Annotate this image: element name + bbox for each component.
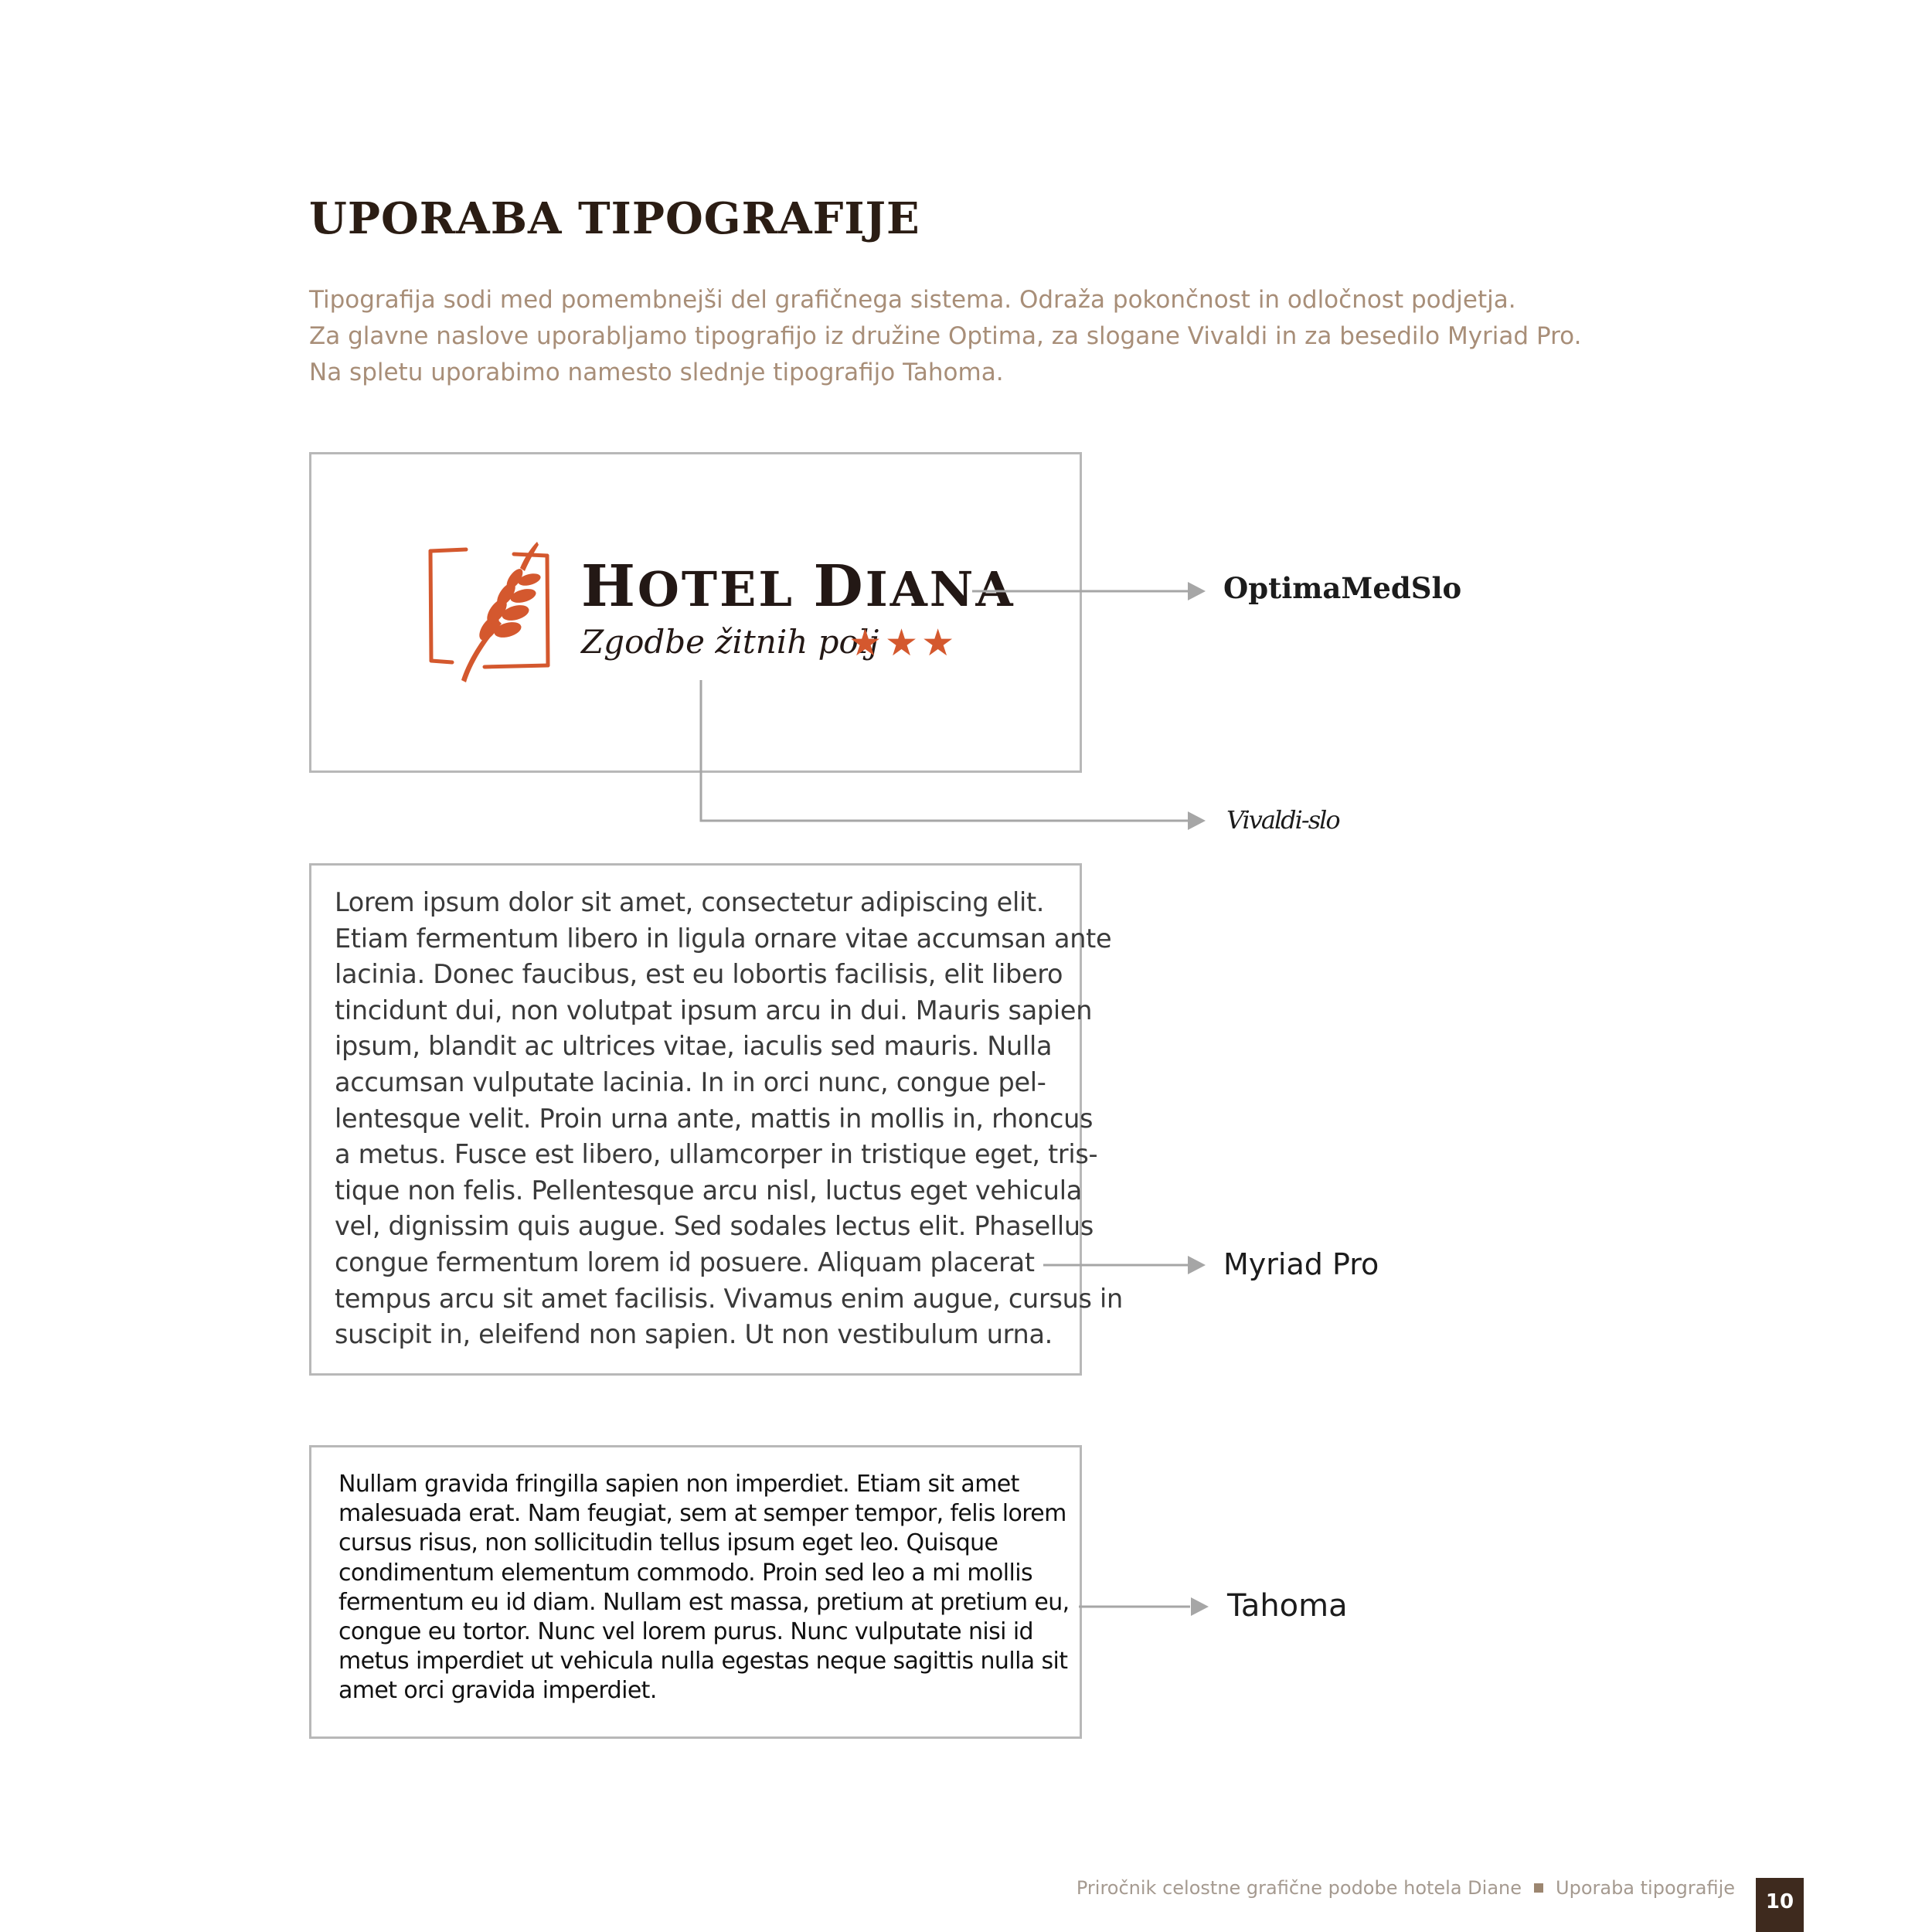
footer-separator-icon — [1534, 1883, 1543, 1893]
intro-line: Na spletu uporabimo namesto slednje tipografijo Tahoma. — [309, 359, 1004, 386]
arrow-right-icon — [1191, 1597, 1209, 1616]
sample-line: ipsum, blandit ac ultrices vitae, iaculis sed mauris. Nulla — [335, 1031, 1053, 1062]
hotel-name-initial: D — [813, 553, 866, 620]
sample-line: condimentum elementum commodo. Proin sed leo a mi mollis — [338, 1559, 1032, 1587]
hotel-name-initial: H — [581, 553, 638, 620]
intro-line: Tipografija sodi med pomembnejši del grafičnega sistema. Odraža pokončnost in odločnost podjetja. — [309, 286, 1516, 314]
hotel-name-part: OTEL — [637, 561, 814, 617]
arrow-right-icon — [1188, 1256, 1206, 1274]
sample-line: accumsan vulputate lacinia. In in orci nunc, congue pel- — [335, 1066, 1046, 1097]
font-label-tahoma: Tahoma — [1227, 1588, 1348, 1624]
intro-paragraph — [309, 282, 1623, 391]
sample-line: congue fermentum lorem id posuere. Aliquam placerat — [335, 1247, 1035, 1277]
page-title: UPORABA TIPOGRAFIJE — [309, 193, 920, 244]
sample-line: Lorem ipsum dolor sit amet, consectetur adipiscing elit. — [335, 887, 1045, 917]
tahoma-sample-text — [338, 1470, 1080, 1706]
font-label-myriad: Myriad Pro — [1223, 1247, 1379, 1281]
page-footer — [1077, 1879, 1735, 1897]
sample-line: vel, dignissim quis augue. Sed sodales lectus elit. Phasellus — [335, 1211, 1094, 1242]
sample-line: Etiam fermentum libero in ligula ornare vitae accumsan ante — [335, 923, 1112, 954]
footer-section: Uporaba tipografije — [1556, 1877, 1735, 1899]
sample-line: tempus arcu sit amet facilisis. Vivamus enim augue, cursus in — [335, 1283, 1123, 1314]
sample-line: tique non felis. Pellentesque arcu nisl, luctus eget vehicula — [335, 1175, 1082, 1206]
font-label-optima: OptimaMedSlo — [1223, 571, 1462, 605]
sample-line: fermentum eu id diam. Nullam est massa, pretium at pretium eu, — [338, 1588, 1070, 1616]
arrow-right-icon — [1188, 582, 1206, 600]
page-number-badge: 10 — [1756, 1878, 1804, 1932]
hotel-name-logotype — [581, 553, 1015, 620]
sample-line: lacinia. Donec faucibus, est eu lobortis facilisis, elit libero — [335, 959, 1063, 990]
myriad-sample-text — [335, 885, 1123, 1353]
footer-manual-title: Priročnik celostne grafične podobe hotela Diane — [1076, 1877, 1522, 1899]
star-rating-icon: ★★★ — [849, 621, 958, 665]
intro-line: Za glavne naslove uporabljamo tipografijo iz družine Optima, za slogane Vivaldi in za besedilo Myriad Pro. — [309, 322, 1582, 350]
sample-line: cursus risus, non sollicitudin tellus ipsum eget leo. Quisque — [338, 1529, 998, 1557]
arrow-right-icon — [1188, 811, 1206, 830]
sample-line: malesuada erat. Nam feugiat, sem at semper tempor, felis lorem — [338, 1500, 1066, 1528]
sample-line: metus imperdiet ut vehicula nulla egestas neque sagittis nulla sit — [338, 1648, 1068, 1675]
font-label-vivaldi: Vivaldi-slo — [1226, 805, 1339, 835]
sample-line: Nullam gravida fringilla sapien non imperdiet. Etiam sit amet — [338, 1471, 1019, 1498]
hotel-name-part: IANA — [865, 561, 1015, 617]
sample-line: tincidunt dui, non volutpat ipsum arcu in dui. Mauris sapien — [335, 995, 1093, 1026]
sample-line: congue eu tortor. Nunc vel lorem purus. Nunc vulputate nisi id — [338, 1618, 1033, 1646]
sample-line: amet orci gravida imperdiet. — [338, 1677, 657, 1705]
sample-line: suscipit in, eleifend non sapien. Ut non vestibulum urna. — [335, 1319, 1053, 1350]
hotel-slogan: Zgodbe žitnih polj — [581, 623, 879, 661]
sample-line: a metus. Fusce est libero, ullamcorper in tristique eget, tris- — [335, 1139, 1098, 1170]
wheat-ear-icon — [421, 537, 560, 692]
sample-line: lentesque velit. Proin urna ante, mattis in mollis in, rhoncus — [335, 1103, 1094, 1134]
